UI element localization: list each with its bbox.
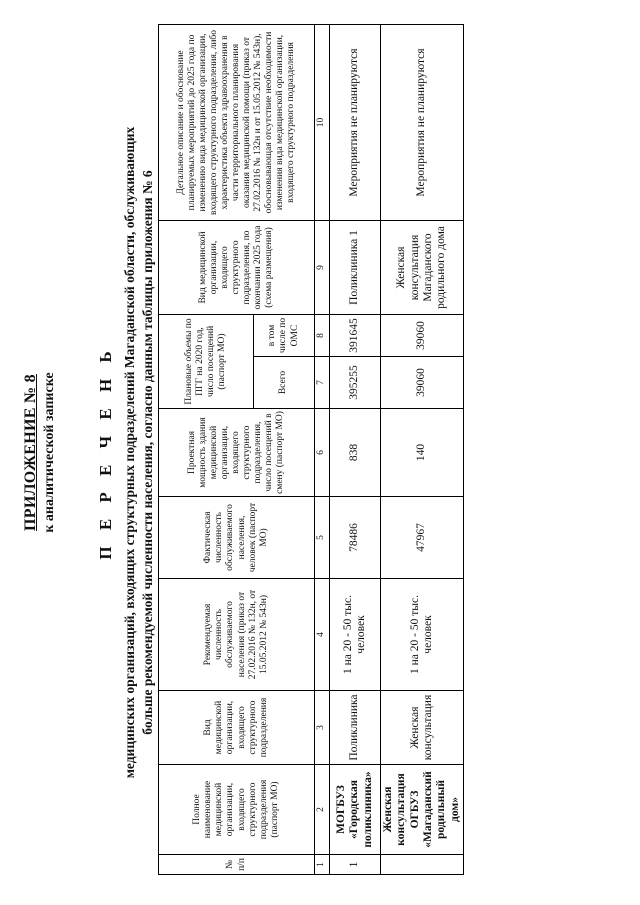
column-number: 3 [315,691,330,765]
actual-population: 78486 [330,497,381,579]
planned-oms: 391645 [330,314,381,356]
recommended-population: 1 на 20 - 50 тыс. человек [330,579,381,691]
header-full-name: Полное наименование медицинской организации, входящего структурного подразделения (паспорт МО) [159,765,315,855]
column-number: 2 [315,765,330,855]
column-number: 7 [315,357,330,409]
design-capacity: 838 [330,409,381,497]
design-capacity: 140 [381,409,464,497]
row-number [381,855,464,875]
org-type: Женская консультация [381,691,464,765]
column-number-row [315,24,330,874]
document-subtitle-line-1: медицинских организаций, входящих структурных подразделений Магаданской области, обслуживающих [122,126,137,779]
column-number: 4 [315,579,330,691]
column-number: 9 [315,220,330,314]
appendix-subtitle: к аналитической записке [42,372,57,533]
header-capacity: Проектная мощность здания медицинской организации, входящего структурного подразделения, число посещений в смену (паспорт МО) [159,409,315,497]
column-number: 6 [315,409,330,497]
header-oms: в том числе по ОМС [254,314,315,356]
table-row [330,24,381,874]
column-number: 5 [315,497,330,579]
planned-total: 395255 [330,357,381,409]
header-description: Детальное описание и обоснование планируемых мероприятий до 2025 года по изменению вида медицинской организации, входящего структурного подразделения, либо характеристика объекта здравоохранения в части территориального планирования оказания медицинской помощи (приказ от 27.02.2016 № 132н и от 15.05.2012 № 543н), обосновывающая отсутствие необходимости изменения вида медицинской организации, входящего структурного подразделения [159,24,315,220]
header-total: Всего [254,357,315,409]
org-type: Поликлиника [330,691,381,765]
planned-oms: 39060 [381,314,464,356]
header-num: № п/п [159,855,315,875]
table-row [381,24,464,874]
header-planned-volumes: Плановые объемы по ПГГ на 2020 год, число посещений (паспорт МО) [159,314,254,408]
org-type-2025: Поликлиника 1 [330,220,381,314]
description: Мероприятия не планируются [330,24,381,220]
org-name: Женская консультация ОГБУЗ «Магаданский родильный дом» [381,765,464,855]
document-subtitle-line-2: больше рекомендуемой численности населения, согласно данным таблицы приложения № 6 [140,170,155,735]
column-number: 8 [315,314,330,356]
header-type-2025: Вид медицинской организации, входящего структурного подразделения, по окончании 2025 года (схема размещения) [159,220,315,314]
header-actual: Фактическая численность обслуживаемого населения, человек (паспорт МО) [159,497,315,579]
actual-population: 47967 [381,497,464,579]
planned-total: 39060 [381,357,464,409]
org-type-2025: Женская консультация Магаданского родильного дома [381,220,464,314]
organizations-table [158,24,464,875]
column-number: 10 [315,24,330,220]
header-row [159,24,254,874]
row-number: 1 [330,855,381,875]
org-name: МОГБУЗ «Городская поликлиника» [330,765,381,855]
header-org-type: Вид медицинской организации, входящего структурного подразделения [159,691,315,765]
description: Мероприятия не планируются [381,24,464,220]
appendix-title: ПРИЛОЖЕНИЕ № 8 [22,374,39,531]
document-title: П Е Р Е Ч Е Н Ь [96,345,115,560]
column-number: 1 [315,855,330,875]
header-recommended: Рекомендуемая численность обслуживаемого населения (приказ от 27.02.2016 № 132н, от 15.05.2012 № 543н) [159,579,315,691]
recommended-population: 1 на 20 - 50 тыс. человек [381,579,464,691]
